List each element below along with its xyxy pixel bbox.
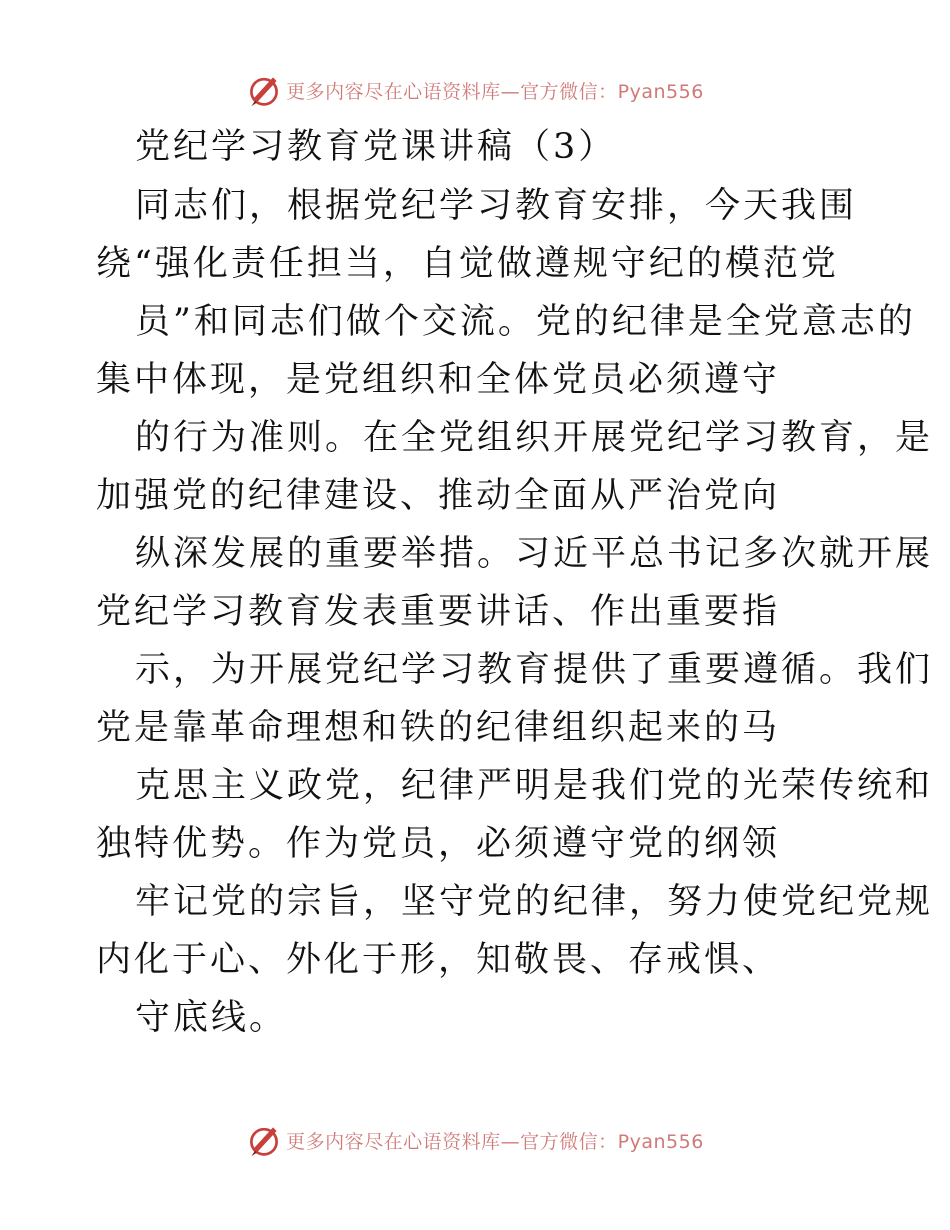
footer-banner-text: 更多内容尽在心语资料库—官方微信：Pyan556 — [286, 1130, 704, 1153]
body-line: 示，为开展党纪学习教育提供了重要遵循。我们 — [135, 650, 934, 690]
header-watermark — [0, 70, 950, 110]
pen-logo-icon — [246, 1122, 282, 1158]
document-title: 党纪学习教育党课讲稿（3） — [135, 127, 617, 167]
body-line: 的行为准则。在全党组织开展党纪学习教育，是 — [135, 418, 934, 458]
body-line: 集中体现，是党组织和全体党员必须遵守 — [96, 360, 781, 400]
body-line: 克思主义政党，纪律严明是我们党的光荣传统和 — [135, 766, 934, 806]
body-line: 党是靠革命理想和铁的纪律组织起来的马 — [96, 708, 781, 748]
body-line: 牢记党的宗旨，坚守党的纪律，努力使党纪党规 — [135, 882, 934, 922]
pen-logo-icon — [246, 72, 282, 108]
body-line: 党纪学习教育发表重要讲话、作出重要指 — [96, 592, 781, 632]
body-line: 加强党的纪律建设、推动全面从严治党向 — [96, 476, 781, 516]
body-line: 绕“强化责任担当，自觉做遵规守纪的模范党 — [96, 244, 839, 284]
body-line: 员”和同志们做个交流。党的纪律是全党意志的 — [135, 302, 916, 342]
body-line: 守底线。 — [135, 998, 288, 1038]
footer-watermark — [0, 1120, 950, 1160]
body-line: 独特优势。作为党员，必须遵守党的纲领 — [96, 824, 781, 864]
body-line: 内化于心、外化于形，知敬畏、存戒惧、 — [96, 940, 781, 980]
body-line: 同志们，根据党纪学习教育安排，今天我围 — [135, 186, 858, 226]
header-banner-text: 更多内容尽在心语资料库—官方微信：Pyan556 — [286, 80, 704, 103]
body-line: 纵深发展的重要举措。习近平总书记多次就开展 — [135, 534, 934, 574]
